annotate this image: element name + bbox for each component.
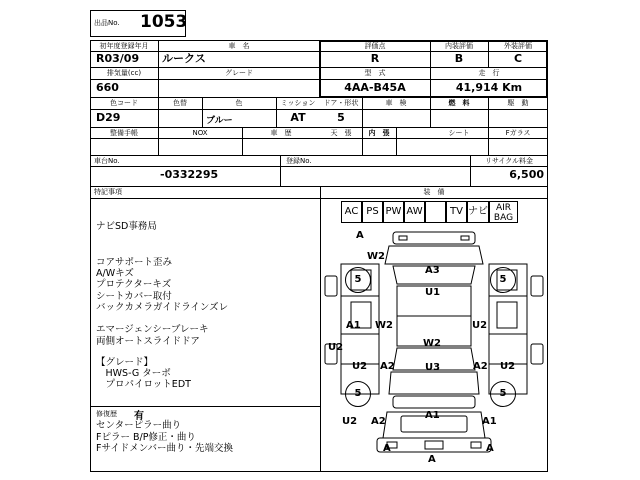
repair-note: センターピラー曲り [96, 420, 182, 431]
equip-blank [425, 201, 446, 223]
color-code-label: 色コード [110, 99, 138, 107]
interior-label: 内 張 [368, 129, 390, 137]
damage-rear-right-a1: A1 [482, 416, 497, 427]
exterior-score-value: C [513, 52, 523, 65]
score-value: R [370, 52, 380, 65]
manual-label: 整備手帳 [110, 129, 138, 137]
color-label: 色 [235, 99, 243, 107]
repair-note: Fピラー B/P修正・曲り [96, 432, 196, 443]
displacement-value: 660 [96, 81, 119, 94]
equipment-label: 装 備 [423, 188, 445, 196]
damage-bumper-a-left: A [383, 443, 391, 454]
damage-left-door-w2: W2 [375, 320, 393, 331]
seat-label: シート [448, 129, 470, 137]
color-value: ブルー [206, 116, 233, 126]
equip-ps: PS [362, 201, 383, 223]
car-name-label: 車 名 [228, 42, 250, 50]
glass-label: Fガラス [505, 129, 531, 137]
damage-bumper-a-right: A [486, 443, 494, 454]
damage-rear-left-a2: A2 [371, 416, 386, 427]
damage-rear-left-u2: U2 [342, 416, 358, 427]
note-line: エマージェンシーブレーキ [96, 324, 209, 335]
interior-score-value: B [454, 52, 464, 65]
transmission-label: ミッション [280, 99, 316, 107]
damage-right-door-u2: U2 [472, 320, 488, 331]
equip-navi: ナビ [467, 201, 489, 223]
grade-label: グレード [225, 69, 253, 77]
tire-front-left: 5 [345, 267, 371, 293]
lot-number: 1053 [140, 12, 188, 32]
exterior-score-label: 外装評価 [504, 42, 532, 50]
damage-front: A [356, 230, 364, 241]
first-reg-label: 初年度登録年月 [99, 42, 149, 50]
drive-label: 駆 動 [507, 99, 529, 107]
chassis-no-label: 車台No. [94, 157, 120, 165]
recycle-value: 6,500 [509, 168, 544, 181]
damage-roof-a3: A3 [425, 265, 440, 276]
first-reg-value: R03/09 [96, 52, 140, 65]
repair-note: Fサイドメンバー曲り・先端交換 [96, 443, 234, 454]
note-line: ナビSD事務局 [96, 221, 157, 232]
tire-front-right: 5 [490, 267, 516, 293]
model-label: 型 式 [364, 69, 386, 77]
damage-right-rear-a2: A2 [473, 361, 488, 372]
displacement-label: 排気量(cc) [106, 69, 142, 77]
repair-label: 修復歴 [96, 410, 117, 418]
reg-no-label: 登録No. [286, 157, 312, 165]
note-line: バックカメラガイドラインズレ [96, 302, 229, 313]
damage-roof-u3: U3 [425, 362, 441, 373]
damage-left-door-a1: A1 [346, 320, 361, 331]
repair-flag: 有 [134, 411, 144, 422]
note-line: コアサポート歪み [96, 257, 173, 268]
score-label: 評価点 [364, 42, 386, 50]
notes-label: 特記事項 [94, 188, 122, 196]
color-tone-label: 色替 [173, 99, 187, 107]
car-name-value: ルークス [162, 52, 206, 65]
damage-left-rocker: U2 [328, 342, 344, 353]
note-line: A/Wキズ [96, 268, 134, 279]
interior-score-label: 内装評価 [445, 42, 473, 50]
model-value: 4AA-B45A [344, 81, 406, 94]
tire-rear-left: 5 [345, 381, 371, 407]
damage-left-rear-u2: U2 [352, 361, 368, 372]
damage-roof-u1: U1 [425, 287, 441, 298]
tire-rear-right: 5 [490, 381, 516, 407]
damage-bumper-a-center: A [428, 454, 436, 465]
doors-value: 5 [337, 111, 345, 124]
recycle-label: リサイクル料金 [484, 157, 534, 165]
equip-pw: PW [383, 201, 404, 223]
equip-aw: AW [404, 201, 425, 223]
nox-label: NOX [192, 129, 208, 137]
mileage-value: 41,914 Km [455, 81, 523, 94]
note-line: 【グレード】 [96, 357, 154, 368]
note-line: プロパイロットEDT [96, 379, 191, 390]
lot-label: 出品No. [94, 19, 120, 27]
note-line: シートカバー取付 [96, 291, 172, 302]
doors-label: ドア・形状 [323, 99, 359, 107]
chassis-no-value: -0332295 [160, 168, 219, 181]
fuel-label: 燃 料 [448, 99, 470, 107]
transmission-value: AT [290, 111, 306, 124]
damage-hood: W2 [367, 251, 385, 262]
equip-ac: AC [341, 201, 362, 223]
inspection-label: 車 検 [385, 99, 407, 107]
history-label: 車 歴 [270, 129, 292, 137]
equip-tv: TV [446, 201, 467, 223]
damage-roof-w2: W2 [423, 338, 441, 349]
sunroof-label: 天 張 [330, 129, 352, 137]
note-line: プロテクターキズ [96, 279, 172, 290]
note-line: HWS-G ターボ [96, 368, 171, 379]
note-line: 両側オートスライドドア [96, 336, 200, 347]
damage-right-rear-u2: U2 [500, 361, 516, 372]
equip-airbag: AIR BAG [489, 201, 518, 223]
damage-left-rear-a2: A2 [380, 361, 395, 372]
damage-rear-a1: A1 [425, 410, 440, 421]
mileage-label: 走 行 [478, 69, 500, 77]
color-code-value: D29 [96, 111, 121, 124]
